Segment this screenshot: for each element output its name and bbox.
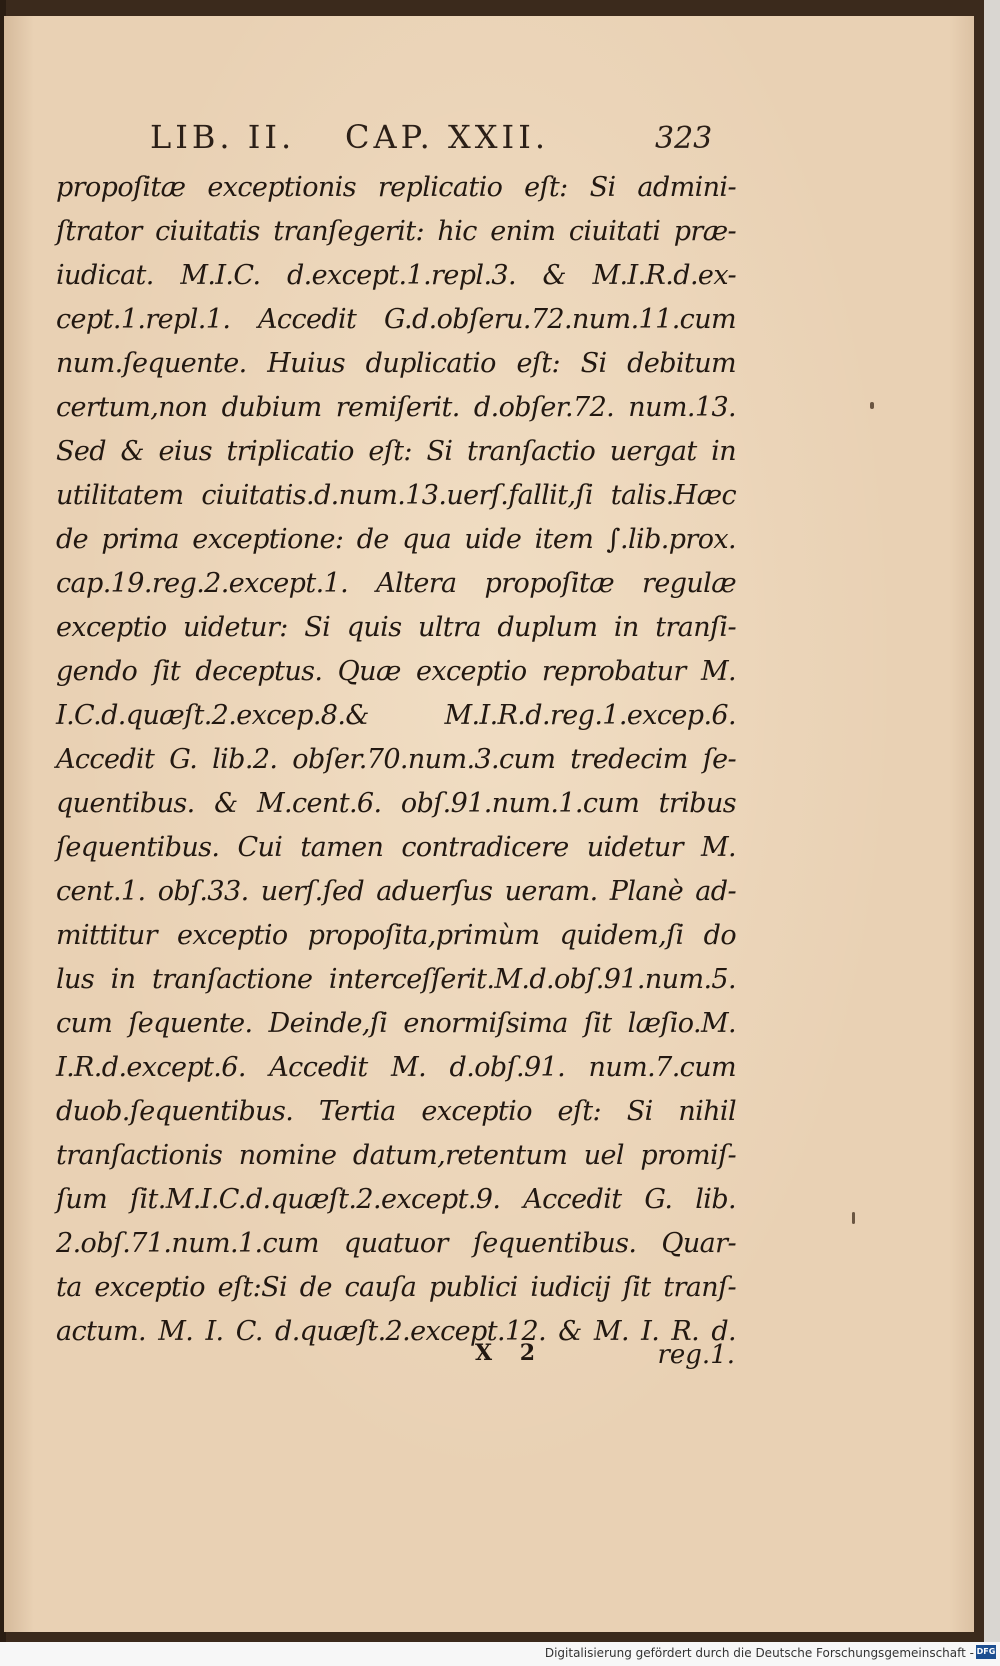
text-line: de prima exceptione: de qua uide item ∫.lib.prox. [56,524,736,555]
text-line: certum,non dubium remiſerit. d.obſer.72. num.13. [56,392,736,423]
body-text [56,166,736,1354]
paper-speck [852,1212,855,1224]
text-line: utilitatem ciuitatis.d.num.13.uerſ.fallit,ſi talis.Hæc [56,480,736,511]
paper-speck [870,402,874,409]
text-line: ta exceptio eſt:Si de cauſa publici iudicij ſit tranſ- [56,1272,736,1303]
text-line: I.R.d.except.6. Accedit M. d.obſ.91. num.7.cum [56,1052,736,1083]
text-line: cept.1.repl.1. Accedit G.d.obſeru.72.num.11.cum [56,304,736,335]
text-line: iudicat. M.I.C. d.except.1.repl.3. & M.I.R.d.ex- [56,260,736,291]
text-line: propoſitæ exceptionis replicatio eſt: Si admini- [56,172,736,203]
text-line: exceptio uidetur: Si quis ultra duplum in tranſi- [56,612,736,643]
dfg-logo-icon: DFG [976,1645,996,1659]
catchline [475,1340,735,1370]
header-book: LIB. II. [150,118,296,156]
signature-mark: X 2 [475,1340,546,1366]
text-line: duob.ſequentibus. Tertia exceptio eſt: Si nihil [56,1096,736,1127]
text-line: Accedit G. lib.2. obſer.70.num.3.cum tredecim ſe- [56,744,736,775]
header-chapter: CAP. XXII. [345,118,549,156]
funding-credit: Digitalisierung gefördert durch die Deutsche Forschungsgemeinschaft - [544,1646,974,1660]
text-line: ſtrator ciuitatis tranſegerit: hic enim ciuitati præ- [56,216,736,247]
text-line: mittitur exceptio propoſita,primùm quidem,ſi do [56,920,736,951]
page-number: 323 [655,121,713,156]
text-line: I.C.d.quæſt.2.excep.8.& M.I.R.d.reg.1.excep.6. [56,700,736,731]
text-line: ſequentibus. Cui tamen contradicere uidetur M. [56,832,736,863]
text-line: quentibus. & M.cent.6. obſ.91.num.1.cum tribus [56,788,736,819]
catchword: reg.1. [657,1340,735,1370]
running-header [150,118,730,156]
text-line: actum. M. I. C. d.quæſt.2.except.12. & M. I. R. d. [56,1316,736,1347]
text-line: lus in tranſactione interceſſerit.M.d.obſ.91.num.5. [56,964,736,995]
text-line: num.ſequente. Huius duplicatio eſt: Si debitum [56,348,736,379]
text-line: gendo ſit deceptus. Quæ exceptio reprobatur M. [56,656,736,687]
text-line: 2.obſ.71.num.1.cum quatuor ſequentibus. Quar- [56,1228,736,1259]
text-line: cent.1. obſ.33. uerſ.ſed aduerſus ueram. Planè ad- [56,876,736,907]
text-line: ſum ſit.M.I.C.d.quæſt.2.except.9. Accedit G. lib. [56,1184,736,1215]
text-line: cum ſequente. Deinde,ſi enormiſsima ſit læſio.M. [56,1008,736,1039]
text-line: cap.19.reg.2.except.1. Altera propoſitæ regulæ [56,568,736,599]
text-line: Sed & eius triplicatio eſt: Si tranſactio uergat in [56,436,736,467]
text-line: tranſactionis nomine datum,retentum uel promiſ- [56,1140,736,1171]
